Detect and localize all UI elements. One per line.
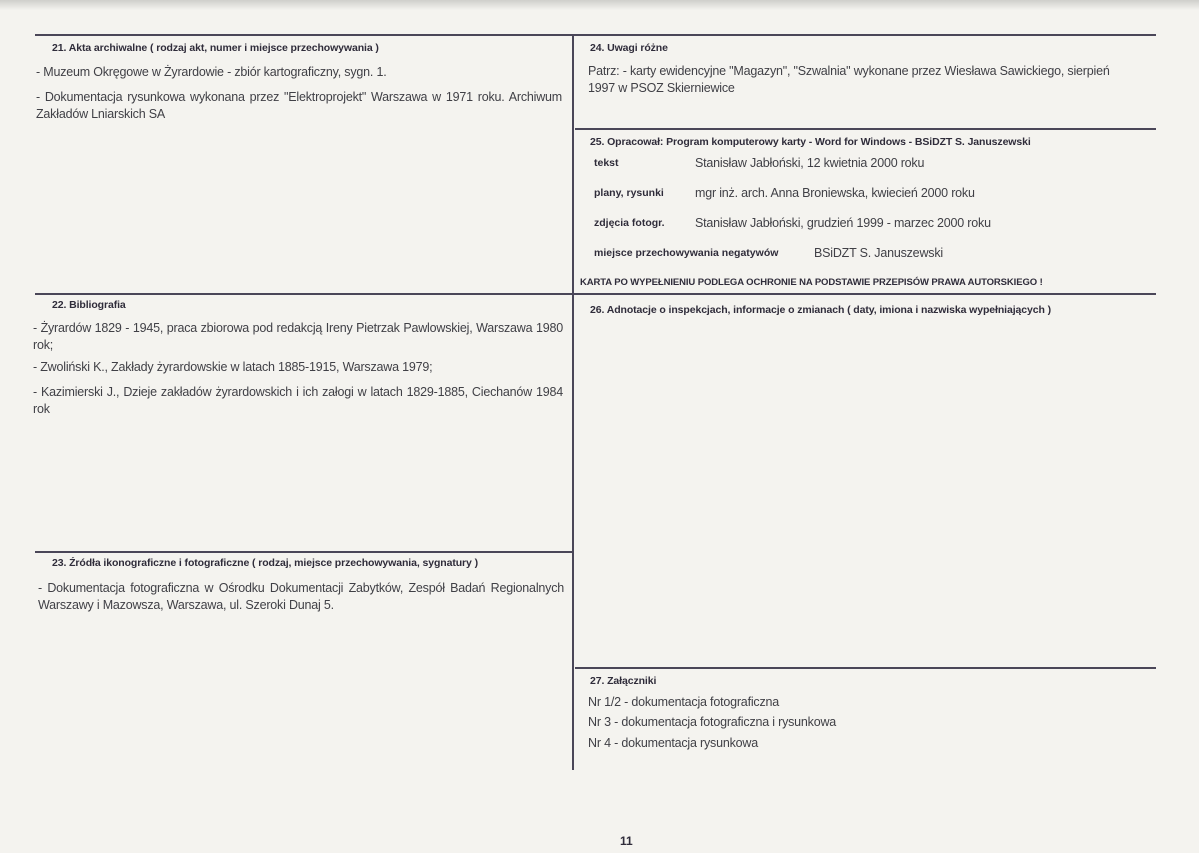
section-25-title: 25. Opracował: Program komputerowy karty - Word for Windows - BSiDZT S. Januszewski	[590, 136, 1031, 148]
section-22-item-1: - Żyrardów 1829 - 1945, praca zbiorowa pod redakcją Ireny Pietrzak Pawlowskiej, Warszawa 1980 rok;	[33, 321, 563, 352]
page-number: 11	[620, 834, 633, 848]
section-25-label-text: tekst	[594, 157, 619, 169]
section-27-title: 27. Załączniki	[590, 675, 657, 687]
section-25-value-photos: Stanisław Jabłoński, grudzień 1999 - marzec 2000 roku	[695, 216, 991, 230]
section-24-text: Patrz: - karty ewidencyjne "Magazyn", "Szwalnia" wykonane przez Wiesława Sawickiego, sierpień 1997 w PSOZ Skierniewice	[588, 64, 1110, 95]
section-25-label-photos: zdjęcia fotogr.	[594, 217, 665, 229]
section-27-item-1: Nr 1/2 - dokumentacja fotograficzna	[588, 695, 780, 709]
section-21-item-2: - Dokumentacja rysunkowa wykonana przez "Elektroprojekt" Warszawa w 1971 roku. Archiwum Zakładów Lniarskich SA	[36, 90, 562, 121]
rule-26-27	[575, 667, 1156, 669]
section-23-title: 23. Źródła ikonograficzne i fotograficzne ( rodzaj, miejsce przechowywania, sygnatury )	[52, 557, 478, 569]
top-rule	[35, 34, 1156, 36]
section-25-value-text: Stanisław Jabłoński, 12 kwietnia 2000 roku	[695, 156, 925, 170]
section-24-title: 24. Uwagi różne	[590, 42, 668, 54]
section-27-item-2: Nr 3 - dokumentacja fotograficzna i rysunkowa	[588, 715, 837, 729]
center-divider	[572, 34, 574, 770]
section-23-item-1: - Dokumentacja fotograficzna w Ośrodku Dokumentacji Zabytków, Zespół Badań Regionalnych Warszawy i Mazowsza, Warszawa, ul. Szeroki Dunaj 5.	[38, 581, 564, 612]
section-21-item-1: - Muzeum Okręgowe w Żyrardowie - zbiór kartograficzny, sygn. 1.	[36, 65, 387, 79]
rule-22-23	[35, 551, 573, 553]
section-25-label-negatives: miejsce przechowywania negatywów	[594, 247, 779, 259]
rule-24-25	[575, 128, 1156, 130]
section-22-item-3: - Kazimierski J., Dzieje zakładów żyrardowskich i ich załogi w latach 1829-1885, Ciechanów 1984 rok	[33, 385, 563, 416]
rule-21-22	[35, 293, 1156, 295]
page-edge	[0, 0, 1199, 10]
section-26-title: 26. Adnotacje o inspekcjach, informacje o zmianach ( daty, imiona i nazwiska wypełniających )	[590, 304, 1052, 316]
section-22-title: 22. Bibliografia	[52, 299, 126, 311]
section-25-value-plans: mgr inż. arch. Anna Broniewska, kwiecień 2000 roku	[695, 186, 975, 200]
copyright-notice: KARTA PO WYPEŁNIENIU PODLEGA OCHRONIE NA PODSTAWIE PRZEPISÓW PRAWA AUTORSKIEGO !	[580, 277, 1043, 288]
section-25-value-negatives: BSiDZT S. Januszewski	[814, 246, 943, 260]
section-25-label-plans: plany, rysunki	[594, 187, 664, 199]
section-21-title: 21. Akta archiwalne ( rodzaj akt, numer i miejsce przechowywania )	[52, 42, 379, 54]
section-22-item-2: - Zwoliński K., Zakłady żyrardowskie w latach 1885-1915, Warszawa 1979;	[33, 360, 433, 374]
section-27-item-3: Nr 4 - dokumentacja rysunkowa	[588, 736, 758, 750]
